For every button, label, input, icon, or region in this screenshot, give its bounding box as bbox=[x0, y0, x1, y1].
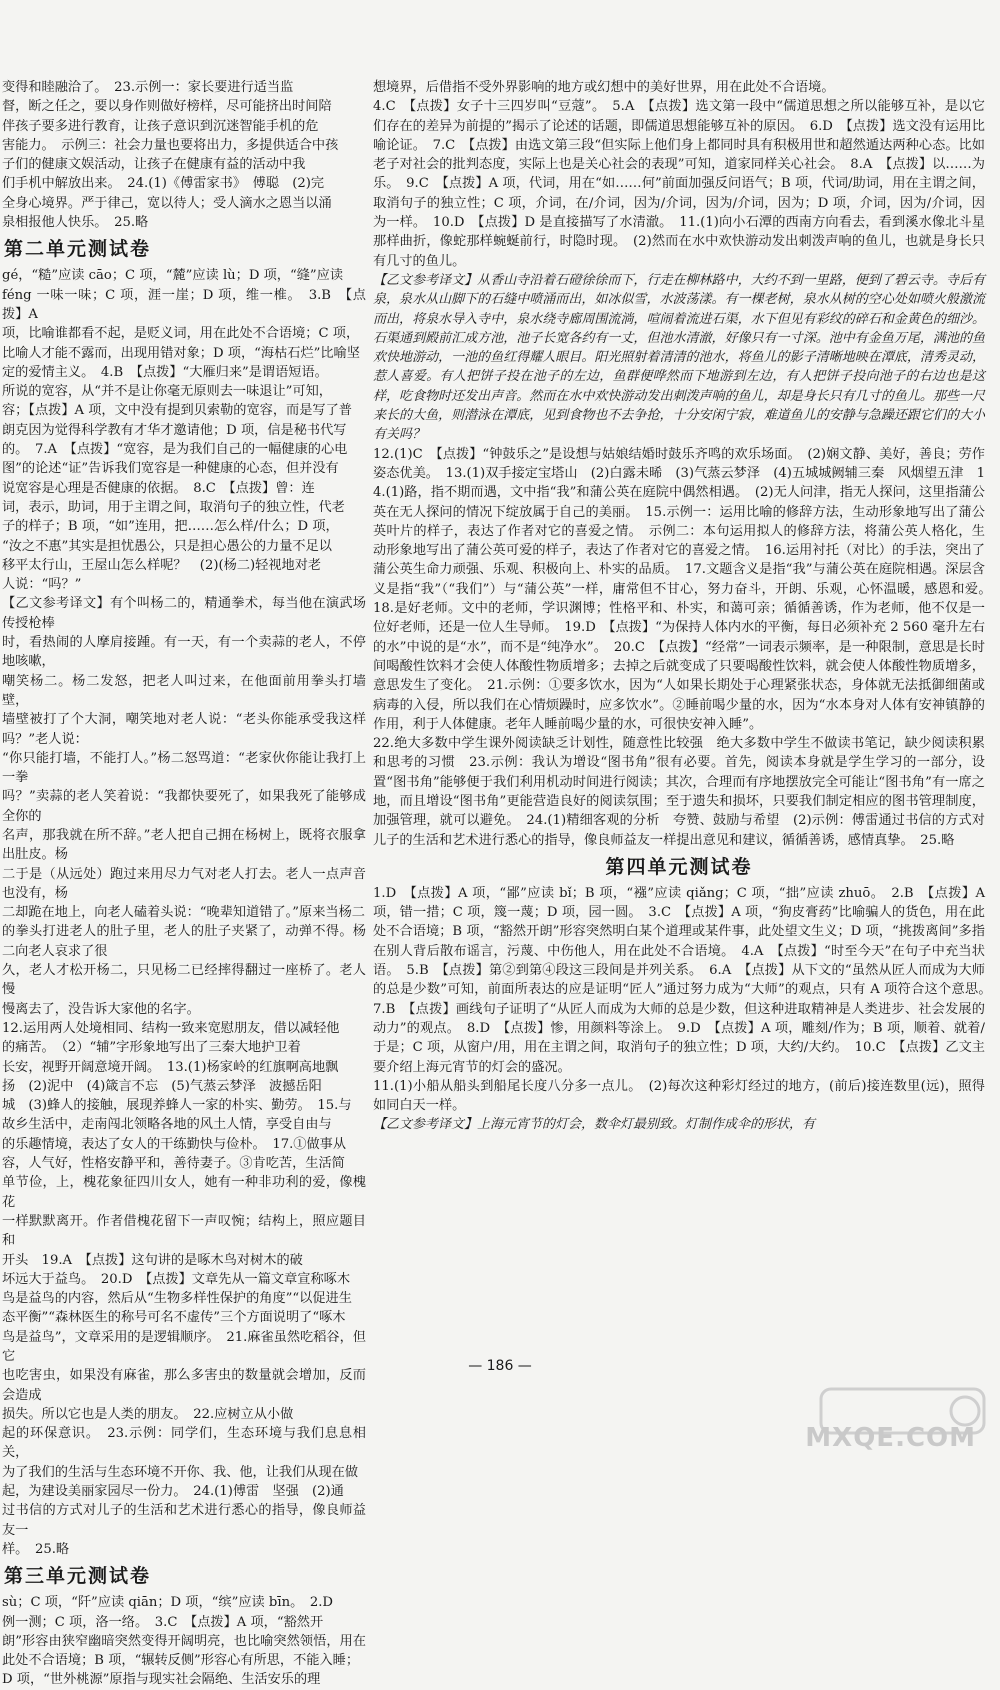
answer-line: 容；【点拨】A 项，文中没有提到贝索勒的宽容，而是写了普 bbox=[2, 403, 352, 419]
answer-line: 伴孩子要多进行教育，让孩子意识到沉迷智能手机的危 bbox=[2, 118, 319, 134]
answer-line: 名声，那我就在所不辞。”老人把自己拥在杨树上，既将衣服拿出肚皮。杨 bbox=[2, 827, 366, 863]
answer-line: 全身心境界。严于律己，宽以待人；受人滴水之恩当以涌 bbox=[2, 195, 332, 211]
answer-line: 长安，视野开阔意境开阔。 13.(1)杨家岭的红旗啊高地飘 bbox=[2, 1059, 339, 1075]
answer-line: 扬 (2)泥中 (4)箴言不忘 (5)气蒸云梦泽 波撼岳阳 bbox=[2, 1078, 322, 1094]
answer-line: 的拳头打进老人的肚子里，老人的肚子夹紧了，动弹不得。杨二向老人哀求了很 bbox=[2, 924, 366, 959]
answer-line: 二却跪在地上，向老人磕着头说：“晚辈知道错了。”原来当杨二 bbox=[2, 905, 365, 921]
unit4-heading: 第四单元测试卷 bbox=[605, 855, 753, 878]
answer-line: 害能力。 示例三：社会力量也要将出力，多提供适合中孩 bbox=[2, 137, 339, 153]
left-column bbox=[0, 78, 366, 1690]
answer-line: 的。 7.A 【点拨】“宽容，是为我们自己的一幅健康的心电 bbox=[2, 442, 348, 458]
page-number: — 186 — bbox=[468, 1358, 532, 1374]
yiwen-translation-2: 【乙文参考译文】上海元宵节的灯会，数伞灯最别致。灯制作成伞的形状，有 bbox=[373, 1117, 816, 1133]
answer-line: 故乡生活中，走南闯北领略各地的风土人情，享受自由与 bbox=[2, 1117, 332, 1133]
answer-line: 样。 25.略 bbox=[2, 1541, 70, 1557]
answer-line: 过书信的方式对儿子的生活和艺术进行悉心的指导，像良师益友一 bbox=[2, 1503, 366, 1538]
answer-line: 【乙文参考译文】有个叫杨二的，精通拳术，每当他在演武场传授枪棒 bbox=[2, 596, 366, 631]
answer-line: 开头 19.A 【点拨】这句讲的是啄木鸟对树木的破 bbox=[2, 1252, 303, 1268]
watermark-logo bbox=[805, 1383, 990, 1463]
yiwen-translation-1: 【乙文参考译文】从香山寺沿着石磴徐徐而下，行走在柳林路中，大约不到一里路，便到了碧云寺。寺后有泉，泉水从山脚下的石缝中喷涌而出，如冰似雪，水波荡漾。有一棵老树，泉水从树的空心处如喷火般激流而出，将泉水导入寺中，泉水绕寺廊周围流淌，喧闹着流进石渠，水下但见有彩纹的碎石和金黄色的细沙。石渠通到殿前汇成方池，池子长宽各约有一丈，但池水清澈，好像只有一寸深。池中有金鱼万尾，满池的鱼欢快地游动，一池的鱼红得耀人眼目。阳光照射着清清的池水，将鱼儿的影子清晰地映在潭底，清秀灵动，惹人喜爱。有人把饼子投在池子的左边，鱼群便哗然而下地游到左边，有人把饼子投向池子的右边也是这样，吃食物时还发出声音。然而在水中欢快游动发出刺泼声响的鱼儿，却是身长只有几寸的鱼儿。那些一尺来长的大鱼，则潜泳在潭底，见到食物也不去争抢，十分安闲宁寂，难道鱼儿的安静与急躁还跟它们的大小有关吗？ bbox=[373, 272, 985, 443]
answer-line: 所说的宽容，从“并不是让你毫无原则去一味退让”可知， bbox=[2, 384, 332, 400]
watermark-site: MXQE.COM bbox=[805, 1423, 976, 1453]
answer-line: 也吃害虫，如果没有麻雀，那么多害虫的数量就会增加，反而会造成 bbox=[2, 1368, 366, 1403]
answer-line: 朗克因为觉得科学教有才华才邀请他；D 项，信是秘书代写 bbox=[2, 422, 347, 438]
unit4-answers bbox=[373, 884, 999, 1116]
answer-line: 单节俭，上，槐花象征四川女人，她有一种非功利的爱，像槐花 bbox=[2, 1175, 366, 1210]
answer-line: 子们的健康文娱活动，让孩子在健康有益的活动中我 bbox=[2, 157, 306, 173]
answer-line: 二于是（从远处）跑过来用尽力气对老人打去。老人一点声音也没有，杨 bbox=[2, 866, 366, 901]
answer-line: 22.绝大多数中学生课外阅读缺乏计划性，随意性比较强 绝大多数中学生不做读书笔记，缺少阅读积累和思考的习惯 23.示例：我认为增设“图书角”很有必要。首先，阅读本身就是学生学习的一部分，设置“图书角”能够便于我们利用机动时间进行阅读；其次，合理而有序地摆放完全可能让“图书角”有一席之地，而且增设“图书角”更能营造良好的阅读氛围；至于遗失和损坏，只要我们制定相应的图书管理制度，加强管理，就可以避免。 24.(1)精细客观的分析 夸赞、鼓励与希望 (2)示例：傅雷通过书信的方式对儿子的生活和艺术进行悉心的指导，像良师益友一样提出意见和建议，循循善诱，感情真挚。 25.略 bbox=[373, 736, 985, 848]
answer-line: gé，“糙”应读 cāo；C 项，“麓”应读 lù；D 项，“缝”应读 bbox=[2, 268, 344, 284]
answer-line: 起的环保意识。 23.示例：同学们，生态环境与我们息息相关， bbox=[2, 1426, 366, 1461]
unit1-answers-tail bbox=[0, 78, 366, 232]
answer-line: 子的样子；B 项，“如”连用，把……怎么样/什么；D 项， bbox=[2, 519, 339, 535]
answer-line: féng 一味一味；C 项，涯一崖；D 项，维一椎。 3.B 【点拨】A bbox=[2, 287, 366, 322]
answer-line: 吗？”卖蒜的老人笑着说：“我都快要死了，如果我死了能够成全你的 bbox=[2, 789, 366, 824]
unit3-heading: 第三单元测试卷 bbox=[4, 1565, 152, 1588]
answer-line: D 项，“世外桃源”原指与现实社会隔绝、生活安乐的理 bbox=[2, 1672, 321, 1688]
answer-line: 的乐趣情境，表达了女人的干练勤快与俭朴。 17.①做事从 bbox=[2, 1136, 347, 1152]
answer-line: 定的爱情主义。 4.B 【点拨】“大雁归来”是谓语短语。 bbox=[2, 364, 328, 380]
answer-line: 嘲笑杨二。杨二发怒，把老人叫过来，在他面前用拳头打墙壁， bbox=[2, 673, 366, 708]
answer-line: 移平太行山，王屋山怎么样呢？ (2)(杨二)轻视地对老 bbox=[2, 557, 322, 573]
answer-line: 项，比喻谁都看不起，是贬义词，用在此处不合语境；C 项， bbox=[2, 326, 360, 342]
answer-line: 朗”形容由狭窄幽暗突然变得开阔明亮，也比喻突然领悟，用在此处不合语境；B 项，“辗转反侧”形容心有所思，不能入睡； bbox=[2, 1633, 366, 1669]
answer-line: 城 (3)蜂人的接触，展现养蜂人一家的朴实、勤劳。 15.与 bbox=[2, 1098, 352, 1114]
answer-line: 久，老人才松开杨二，只见杨二已经摔得翻过一座桥了。老人慢 bbox=[2, 963, 366, 998]
answer-line: 图”的论述“证”告诉我们宽容是一种健康的心态，但并没有 bbox=[2, 461, 339, 477]
answer-line: 一样默默离开。作者借槐花留下一声叹惋；结构上，照应题目和 bbox=[2, 1213, 366, 1249]
answer-line: sù；C 项，“阡”应读 qiān；D 项，“缤”应读 bīn。 2.D bbox=[2, 1595, 334, 1611]
answer-line: 起，为建设美丽家园尽一份力。 24.(1)傅雷 坚强 (2)通 bbox=[2, 1484, 344, 1500]
answer-line: 比喻人才能不露而，出现用错对象；D 项，“海枯石烂”比喻坚 bbox=[2, 345, 360, 361]
answer-line: 12.运用两人处境相同、结构一致来宽慰朋友，借以减轻他 bbox=[2, 1020, 340, 1036]
answer-line: 鸟是益鸟”，文章采用的是逻辑顺序。 21.麻雀虽然吃稻谷，但它 bbox=[2, 1329, 366, 1364]
answer-line: 说宽容是心理是否健康的依据。 8.C 【点拨】曾：连 bbox=[2, 480, 315, 496]
answer-line: “汝之不惠”其实是担忧愚公，只是担心愚公的力量不足以 bbox=[2, 538, 332, 554]
answer-line: 11.(1)小船从船头到船尾长度八分多一点儿。 (2)每次这种彩灯经过的地方，(前后)接连数里(远)，照得如同白天一样。 bbox=[373, 1078, 985, 1114]
answer-line: 4.C 【点拨】女子十三四岁叫“豆蔻”。 5.A 【点拨】选文第一段中“儒道思想之所以能够互补，是以它们存在的差异为前提的”揭示了论述的话题，即儒道思想能够互补的原因。 6.D 【点拨】选文没有运用比喻论证。 7.C 【点拨】由选文第三段“但实际上他们身上都同时具有积极用世和超然遁达两种心态。比如老子对社会的批判态度，实际上也是关心社会的表现”可知，道家同样关心社会。 8.A 【点拨】以……为乐。 9.C 【点拨】A 项，代词，用在“如……何”前面加强反问语气；B 项，代词/助词，用在主谓之间，取消句子的独立性；C 项，介词，在/介词，因为/介词，因为/介词，因为；D 项，介词，因为/介词，因为一样。 10.D 【点拨】D 是直接描写了水清澈。 11.(1)向小石潭的西南方向看去，看到溪水像北斗星那样曲折，像蛇那样蜿蜒前行，时隐时现。 (2)然而在水中欢快游动发出刺泼声响的鱼儿，也就是身长只有几寸的鱼儿。 bbox=[373, 99, 985, 269]
answer-line: 鸟是益鸟的内容，然后从“生物多样性保护的角度”“以促进生 bbox=[2, 1291, 352, 1307]
answer-line: 1.D 【点拨】A 项，“鄙”应读 bǐ；B 项，“襁”应读 qiǎng；C 项，“拙”应读 zhuō。 2.B 【点拨】A 项，错一措；C 项，篾一蔑；D 项，园一圆。 3.C 【点拨】A 项，“狗皮膏药”比喻骗人的货色，用在此处不合语境；B 项，“豁然开朗”形容突然明白某个道理或某件事，此处望文生义；D 项，“挑拨离间”多指在别人背后散布谣言，污蔑、中伤他人，用在此处不合语境。 4.A 【点拨】“时至今天”在句子中充当状语。 5.B 【点拨】第②到第④段这三段间是并列关系。 6.A 【点拨】从下文的“虽然从匠人而成为大师的总是少数”可知，前面所表达的应是证明“匠人”通过努力成为“大师”的观点，只有 A 项符合这个意思。 7.B 【点拨】画线句子证明了“从匠人而成为大师的总是少数，但这种进取精神是人类进步、社会发展的动力”的观点。 8.D 【点拨】惨，用颜料等涂上。 9.D 【点拨】A 项，雕刻/作为；B 项，顺着、就着/于是；C 项，从窗户/用，用在主谓之间，取消句子的独立性；D 项，大约/大约。 10.C 【点拨】乙文主要介绍上海元宵节的灯会的盛况。 bbox=[373, 885, 999, 1075]
answer-line: 态平衡”“森林医生的称号可名不虚传”三个方面说明了“啄木 bbox=[2, 1310, 346, 1326]
answer-line: 坏远大于益鸟。 20.D 【点拨】文章先从一篇文章宣称啄木 bbox=[2, 1271, 351, 1287]
right-column bbox=[373, 78, 999, 1135]
answer-line: 泉相报他人快乐。 25.略 bbox=[2, 215, 149, 231]
unit3-answers-start bbox=[0, 1593, 366, 1689]
answer-line: 慢离去了，没告诉大家他的名字。 bbox=[2, 1001, 200, 1017]
unit2-heading: 第二单元测试卷 bbox=[4, 238, 152, 261]
answer-line: 容，人气好，性格安静平和，善待妻子。③肯吃苦，生活简 bbox=[2, 1156, 345, 1172]
answer-line: “你只能打墙，不能打人。”杨二怒骂道：“老家伙你能让我打上一拳 bbox=[2, 750, 366, 786]
answer-line: 的痛苦。 （2）“辅”字形象地写出了三秦大地护卫着 bbox=[2, 1040, 301, 1056]
unit3-answers-cont bbox=[373, 78, 985, 271]
answer-line: 损失。所以它也是人类的朋友。 22.应树立从小做 bbox=[2, 1406, 294, 1422]
answer-line: 想境界，后借指不受外界影响的地方或幻想中的美好世界，用在此处不合语境。 bbox=[373, 80, 835, 95]
answer-line: 变得和睦融洽了。 23.示例一：家长要进行适当监 bbox=[2, 80, 294, 95]
answer-line: 墙壁被打了个大洞，嘲笑地对老人说：“老头你能承受我这样吗？”老人说： bbox=[2, 712, 366, 747]
answer-line: 人说：“吗？” bbox=[2, 577, 82, 593]
answer-line: 例一测；C 项，洛一络。 3.C 【点拨】A 项，“豁然开 bbox=[2, 1614, 324, 1630]
answer-line: 督，断之任之，要以身作则做好榜样，尽可能挤出时间陪 bbox=[2, 99, 332, 115]
answer-line: 们手机中解放出来。 24.(1)《傅雷家书》 傅聪 (2)完 bbox=[2, 176, 325, 192]
unit3-answers-end bbox=[373, 445, 999, 850]
answer-line: 为了我们的生活与生态环境不开你、我、他，让我们从现在做 bbox=[2, 1464, 359, 1480]
answer-line: 词，表示，助词，用于主谓之间，取消句子的独立性，代老 bbox=[2, 499, 345, 515]
answer-line: 12.(1)C 【点拨】“钟鼓乐之”是设想与姑娘结婚时鼓乐齐鸣的欢乐场面。 (2)娴文静、美好，善良；劳作姿态优美。 13.(1)双手接定宝塔山 (2)白露未晞 (3)气蒸云梦泽 (4)五城城阙辅三秦 风烟望五津 14.(1)路，指不期而遇，文中指“我”和蒲公英在庭院中偶然相遇。 (2)无人问津，指无人探问，这里指蒲公英在无人探问的情况下绽放属于自己的美丽。 15.示例一：运用比喻的修辞方法，生动形象地写出了蒲公英叶片的样子，表达了作者对它的喜爱之情。 示例二：本句运用拟人的修辞方法，将蒲公英人格化，生动形象地写出了蒲公英可爱的样子，表达了作者对它的喜爱之情。 16.运用衬托（对比）的手法，突出了蒲公英生命力顽强、乐观、积极向上、朴实的品质。 17.文题含义是指“我”与蒲公英在庭院相遇。深层含义是指“我”（“我们”）与“蒲公英”一样，庸常但不甘心，努力奋斗，开朗、乐观，心怀温暖，感恩和爱。 18.是好老师。文中的老师，学识渊博；性格平和、朴实，和蔼可亲；循循善诱，作为老师，他不仅是一位好老师，还是一位人生导师。 19.D 【点拨】“为保持人体内水的平衡，每日必须补充 2 560 毫升左右的水”中说的是“水”，而不是“纯净水”。 20.C 【点拨】“经常”一词表示频率，是一种限制，意思是长时间喝酸性饮料才会使人体酸性物质增多；去掉之后就变成了只要喝酸性饮料，就会使人体酸性物质增多，意思发生了变化。 21.示例：①要多饮水，因为“人如果长期处于心理紧张状态，身体就无法抵御细菌或病毒的入侵，所以我们在心情烦躁时，应多饮水”。②睡前喝少量的水，因为“水本身对人体有安神镇静的作用，利于人体健康。老年人睡前喝少量的水，可很快安神入睡”。 bbox=[373, 446, 999, 732]
answer-line: 时，看热闹的人摩肩接踵。有一天，有一个卖蒜的老人，不停地咳嗽， bbox=[2, 635, 366, 670]
